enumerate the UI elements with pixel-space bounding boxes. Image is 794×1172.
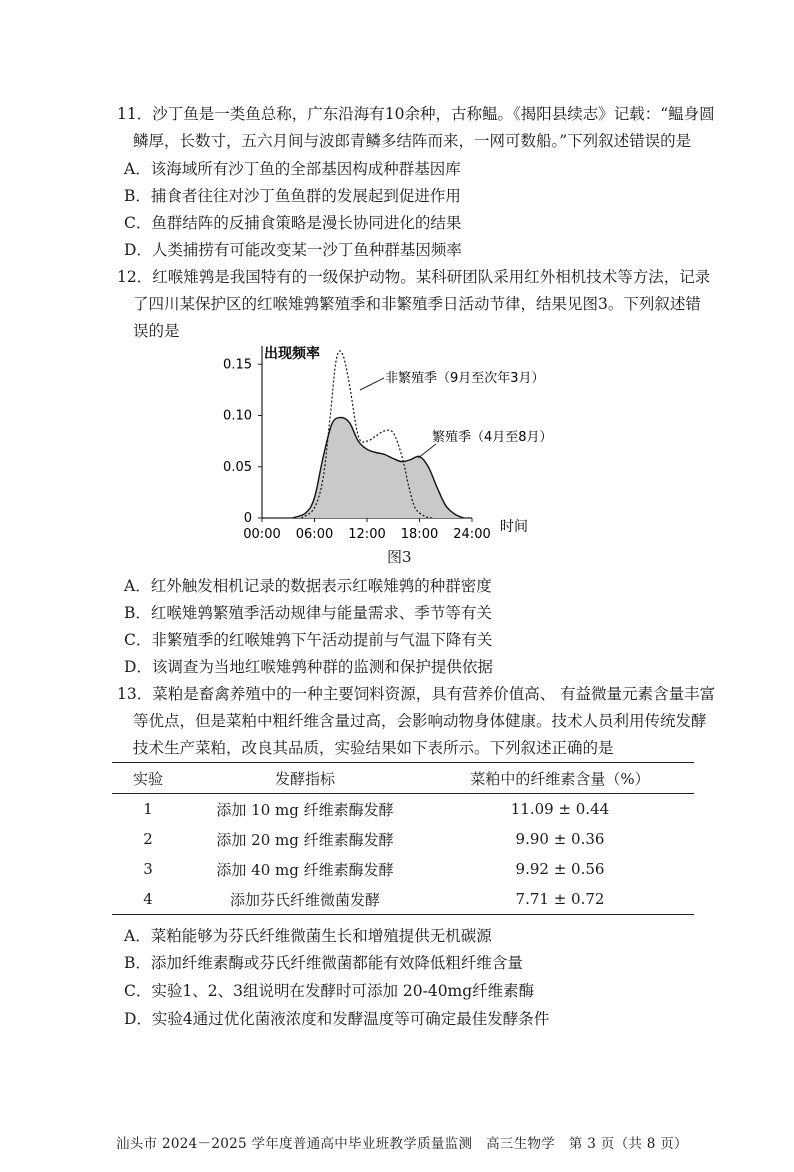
x-tick-label: 06:00 (295, 527, 334, 542)
q13-option-c: C．实验1、2、3组说明在发酵时可添加 20-40mg纤维素酶 (124, 982, 535, 1000)
q13-option-d: D．实验4通过优化菌液浓度和发酵温度等可确定最佳发酵条件 (124, 1010, 550, 1028)
figure-caption: 图3 (387, 548, 412, 566)
q12-option-a: A．红外触发相机记录的数据表示红喉雉鹑的种群密度 (124, 577, 492, 595)
table-cell: 添加芬氏纤维微菌发酵 (184, 884, 426, 915)
q11-option-b: B．捕食者往往对沙丁鱼鱼群的发展起到促进作用 (124, 187, 461, 205)
q12-option-d: D．该调查为当地红喉雉鹑种群的监测和保护提供依据 (124, 658, 493, 676)
table-cell: 4 (112, 884, 184, 915)
breeding-annotation: 繁殖季（4月至8月） (432, 430, 553, 445)
nonbreeding-annotation: 非繁殖季（9月至次年3月） (385, 371, 545, 386)
q12-stem-line2: 了四川某保护区的红喉雉鹑繁殖季和非繁殖季日活动节律，结果见图3。下列叙述错 (133, 295, 701, 313)
table-cell: 3 (143, 860, 153, 878)
q11-stem-line1: 11．沙丁鱼是一类鱼总称，广东沿海有10余种，古称鳁。《揭阳县续志》记载：“鳁身圆 (117, 105, 715, 123)
x-axis-label: 时间 (500, 519, 528, 535)
table-row (112, 854, 694, 884)
header-indicator: 发酵指标 (184, 763, 426, 794)
y-axis-label: 出现频率 (264, 346, 320, 362)
table-row (112, 824, 694, 854)
q13-option-a: A．菜粕能够为芬氏纤维微菌生长和增殖提供无机碳源 (124, 927, 492, 945)
q13-stem-line2: 等优点，但是菜粕中粗纤维含量过高，会影响动物身体健康。技术人员利用传统发酵 (133, 712, 707, 730)
q12-stem-line3: 误的是 (133, 322, 180, 340)
x-tick-label: 24:00 (453, 527, 491, 542)
table-row (112, 884, 694, 915)
q11-stem-line2: 鳞厚，长数寸，五六月间与波郎青鳞多结阵而来，一网可数船。”下列叙述错误的是 (133, 132, 692, 150)
q13-option-b: B．添加纤维素酶或芬氏纤维微菌都能有效降低粗纤维含量 (124, 954, 523, 972)
x-tick-label: 18:00 (400, 527, 439, 542)
table-header-row (112, 763, 694, 794)
q11-option-d: D．人类捕捞有可能改变某一沙丁鱼种群基因频率 (124, 241, 462, 259)
table-cell: 9.92 ± 0.56 (515, 860, 605, 878)
table-cell: 添加 40 mg 纤维素酶发酵 (216, 860, 394, 879)
y-tick-label: 0 (243, 511, 252, 526)
q13-stem-line1: 13．菜粕是畜禽养殖中的一种主要饲料资源，具有营养价值高、 有益微量元素含量丰富 (117, 685, 716, 703)
experiment-table (112, 762, 694, 915)
table-cell: 2 (143, 830, 153, 848)
q12-option-b: B．红喉雉鹑繁殖季活动规律与能量需求、季节等有关 (124, 604, 492, 622)
header-experiment: 实验 (112, 763, 184, 794)
y-tick-label: 0.10 (223, 408, 252, 424)
table-cell: 7.71 ± 0.72 (426, 884, 694, 915)
y-tick-label: 0.15 (223, 357, 252, 373)
table-cell: 11.09 ± 0.44 (510, 800, 610, 818)
table-cell: 9.90 ± 0.36 (515, 830, 605, 848)
q12-option-c: C．非繁殖季的红喉雉鹑下午活动提前与气温下降有关 (124, 631, 493, 649)
q11-option-a: A．该海域所有沙丁鱼的全部基因构成种群基因库 (124, 160, 461, 178)
x-tick-label: 00:00 (243, 527, 281, 542)
breeding-pointer (418, 444, 436, 458)
header-cellulose: 菜粕中的纤维素含量（%） (426, 763, 694, 794)
page-footer: 汕头市 2024－2025 学年度普通高中毕业班教学质量监测 高三生物学 第 3 页（共 8 页） (116, 1136, 688, 1152)
q11-option-c: C．鱼群结阵的反捕食策略是漫长协同进化的结果 (124, 214, 462, 232)
q12-stem-line1: 12．红喉雉鹑是我国特有的一级保护动物。某科研团队采用红外相机技术等方法，记录 (117, 268, 711, 286)
x-tick-label: 12:00 (348, 527, 386, 542)
y-tick-label: 0.05 (223, 459, 252, 475)
table-cell: 添加 20 mg 纤维素酶发酵 (216, 830, 394, 849)
q13-stem-line3: 技术生产菜粕，改良其品质，实验结果如下表所示。下列叙述正确的是 (133, 739, 614, 757)
table-row (112, 794, 694, 825)
activity-rhythm-chart (210, 338, 590, 548)
table-cell: 1 (143, 800, 153, 818)
table-cell: 添加 10 mg 纤维素酶发酵 (216, 800, 394, 819)
nonbreeding-pointer (360, 378, 384, 390)
